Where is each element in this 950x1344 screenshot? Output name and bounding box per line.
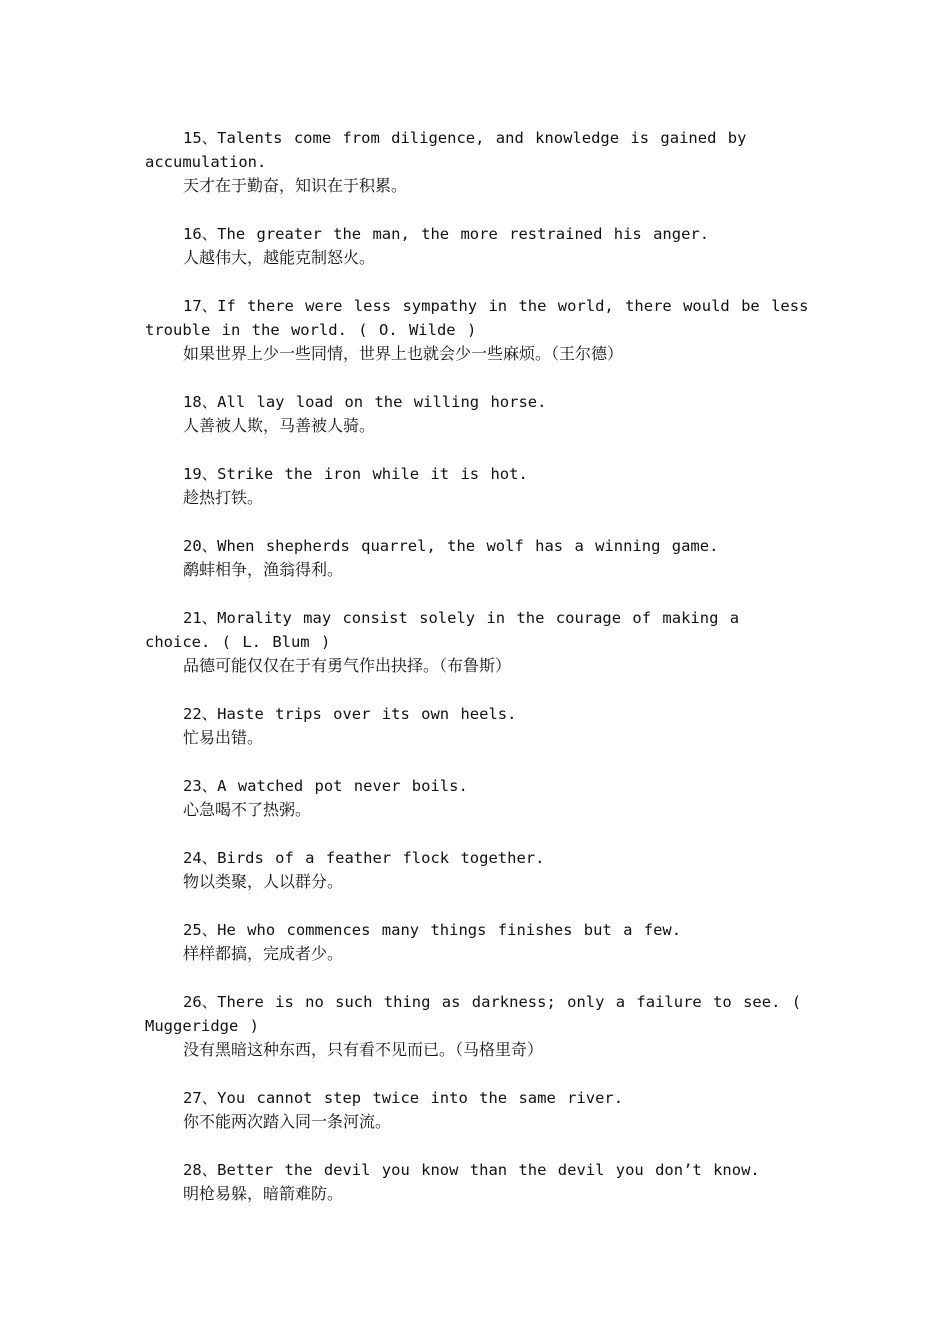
proverb-entry-24 [145, 846, 810, 894]
proverb-english: 23、A watched pot never boils. [183, 777, 468, 795]
proverb-english: 26、There is no such thing as darkness; only a failure to see. ( Muggeridge ) [145, 993, 802, 1035]
proverb-entry-26 [145, 990, 810, 1062]
proverb-entry-19 [145, 462, 810, 510]
proverb-entry-23 [145, 774, 810, 822]
proverb-chinese: 人善被人欺，马善被人骑。 [183, 416, 376, 435]
proverb-chinese: 忙易出错。 [183, 728, 264, 747]
proverb-chinese: 人越伟大，越能克制怒火。 [183, 248, 376, 267]
proverb-chinese: 鹬蚌相争，渔翁得利。 [183, 560, 344, 579]
proverb-english: 16、The greater the man, the more restrained his anger. [183, 225, 710, 243]
proverb-chinese: 样样都搞，完成者少。 [183, 944, 344, 963]
proverb-list [145, 126, 810, 1230]
proverb-chinese: 品德可能仅仅在于有勇气作出抉择。（布鲁斯） [183, 656, 512, 675]
proverb-entry-22 [145, 702, 810, 750]
proverb-english: 28、Better the devil you know than the devil you don’t know. [183, 1161, 760, 1179]
proverb-chinese: 明枪易躲，暗箭难防。 [183, 1184, 344, 1203]
proverb-chinese: 天才在于勤奋，知识在于积累。 [183, 176, 408, 195]
proverb-entry-16 [145, 222, 810, 270]
proverb-chinese: 没有黑暗这种东西，只有看不见而已。（马格里奇） [183, 1040, 544, 1059]
proverb-entry-25 [145, 918, 810, 966]
proverb-english: 21、Morality may consist solely in the courage of making a choice. ( L. Blum ) [145, 609, 740, 651]
proverb-english: 25、He who commences many things finishes but a few. [183, 921, 682, 939]
proverb-entry-28 [145, 1158, 810, 1206]
proverb-chinese: 如果世界上少一些同情，世界上也就会少一些麻烦。（王尔德） [183, 344, 624, 363]
proverb-chinese: 物以类聚，人以群分。 [183, 872, 344, 891]
proverb-english: 22、Haste trips over its own heels. [183, 705, 517, 723]
proverb-chinese: 心急喝不了热粥。 [183, 800, 312, 819]
proverb-chinese: 趁热打铁。 [183, 488, 264, 507]
proverb-english: 17、If there were less sympathy in the world, there would be less trouble in the world. ( O. Wilde ) [145, 297, 809, 339]
proverb-english: 19、Strike the iron while it is hot. [183, 465, 528, 483]
proverb-english: 20、When shepherds quarrel, the wolf has a winning game. [183, 537, 719, 555]
proverb-entry-17 [145, 294, 810, 366]
proverb-english: 15、Talents come from diligence, and knowledge is gained by accumulation. [145, 129, 747, 171]
proverb-english: 18、All lay load on the willing horse. [183, 393, 547, 411]
proverb-entry-18 [145, 390, 810, 438]
proverb-english: 24、Birds of a feather flock together. [183, 849, 545, 867]
proverb-entry-20 [145, 534, 810, 582]
proverb-entry-27 [145, 1086, 810, 1134]
proverb-entry-21 [145, 606, 810, 678]
proverb-entry-15 [145, 126, 810, 198]
proverb-english: 27、You cannot step twice into the same river. [183, 1089, 624, 1107]
proverb-chinese: 你不能两次踏入同一条河流。 [183, 1112, 392, 1131]
